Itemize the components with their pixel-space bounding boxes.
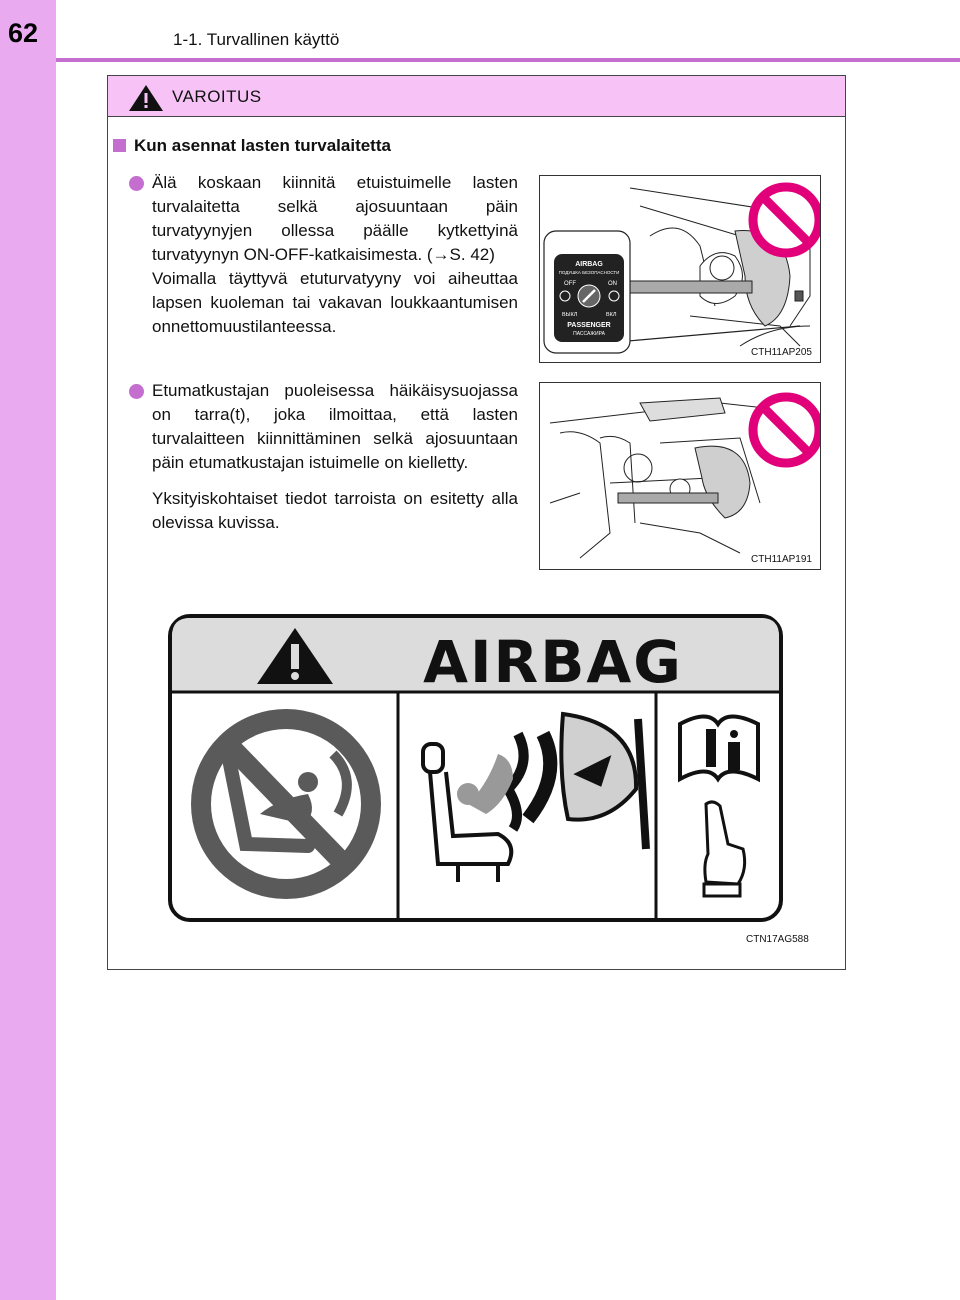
figure-2-code: CTH11AP191: [751, 554, 812, 565]
warning-header: [108, 76, 845, 117]
airbag-warning-label: [168, 614, 783, 922]
round-bullet-icon: [129, 384, 144, 399]
bullet-item-2: [132, 379, 518, 535]
warning-triangle-icon: [128, 84, 164, 112]
svg-text:AIRBAG: AIRBAG: [575, 261, 603, 268]
header-rule: [56, 58, 960, 62]
svg-text:ПАССАЖИРА: ПАССАЖИРА: [573, 331, 605, 337]
bullet-1-text: Älä koskaan kiinnitä etuistuimelle lasten turvalaitetta selkä ajosuuntaan päin turvatyynyjen ollessa päälle kytkettyinä turvatyynyn ON-OFF-katkaisimesta. (→S. 42): [152, 173, 518, 264]
svg-text:ВКЛ: ВКЛ: [606, 312, 617, 318]
bullet-2-text2: Yksityiskohtaiset tiedot tarroista on esitetty alla olevissa kuvissa.: [152, 489, 518, 532]
page-sidebar: [0, 0, 56, 1300]
section-header-title: 1-1. Turvallinen käyttö: [173, 30, 340, 49]
prohibited-icon: [753, 187, 819, 253]
manual-info-icon: [680, 717, 758, 780]
prohibited-icon: [753, 397, 819, 463]
bullet-1-text2: Voimalla täyttyvä etuturvatyyny voi aiheuttaa lapsen kuoleman tai vakavan loukkaantumisen onnettomuustilanteessa.: [152, 269, 518, 336]
svg-text:ПОДУШКА БЕЗОПАСНОСТИ: ПОДУШКА БЕЗОПАСНОСТИ: [558, 270, 620, 275]
svg-text:PASSENGER: PASSENGER: [567, 322, 611, 329]
figure-sun-visor: [539, 382, 821, 570]
square-bullet-icon: [113, 139, 126, 152]
interior-illustration-2: [540, 383, 820, 569]
figure-airbag-switch: [539, 175, 821, 363]
interior-illustration: [540, 176, 820, 362]
airbag-label-title: AIRBAG: [423, 628, 683, 696]
bullet-item-1: [132, 171, 518, 339]
svg-text:OFF: OFF: [564, 281, 576, 287]
bullet-2-text: Etumatkustajan puoleisessa häikäisysuojassa on tarra(t), joka ilmoittaa, että lasten turvalaitteen kiinnittäminen selkä ajosuuntaan päin etumatkustajan istuimelle on kielletty.: [152, 381, 518, 472]
airbag-figure-code: CTN17AG588: [746, 934, 809, 945]
svg-text:ВЫКЛ: ВЫКЛ: [562, 312, 578, 318]
svg-text:ON: ON: [608, 281, 617, 287]
section-title: Kun asennat lasten turvalaitetta: [113, 136, 391, 156]
figure-1-code: CTH11AP205: [751, 347, 812, 358]
warning-label: VAROITUS: [172, 87, 262, 106]
round-bullet-icon: [129, 176, 144, 191]
page-number: 62: [8, 18, 39, 48]
